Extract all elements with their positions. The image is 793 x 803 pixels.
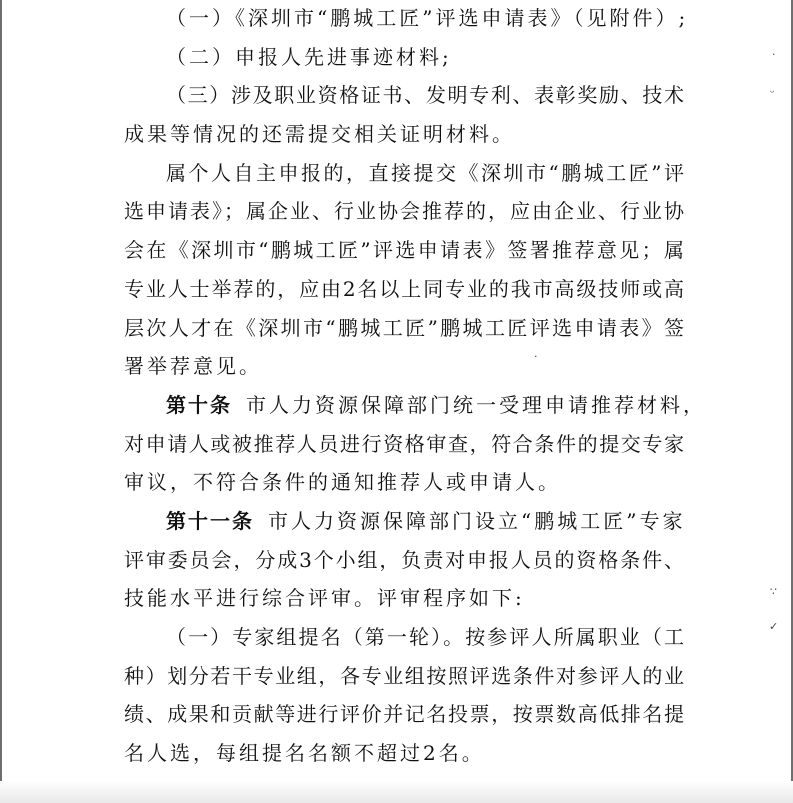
text-line: 署举荐意见。: [124, 354, 262, 379]
article-10-text: 市人力资源保障部门统一受理申请推荐材料，: [246, 392, 706, 417]
text-line: 会在《深圳市“鹏城工匠”评选申请表》签署推荐意见；属: [124, 238, 684, 263]
text-line: 成果等情况的还需提交相关证明材料。: [124, 122, 515, 147]
text-line: 专业人士举荐的，应由2名以上同专业的我市高级技师或高: [124, 276, 684, 301]
scan-speck: ᵕ: [770, 86, 775, 99]
article-11-first-line: [124, 502, 684, 541]
article-10-heading: 第十条: [166, 392, 232, 417]
text-line: 评审委员会，分成3个小组，负责对申报人员的资格条件、: [124, 547, 684, 572]
scan-speck: ∵: [770, 585, 777, 598]
text-line: 对申请人或被推荐人员进行资格审查，符合条件的提交专家: [124, 431, 684, 456]
text-line: 审议，不符合条件的通知推荐人或申请人。: [124, 470, 561, 495]
text-line: 技能水平进行综合评审。评审程序如下:: [124, 586, 525, 611]
article-11-heading: 第十一条: [166, 508, 254, 533]
page-bottom-shadow: [0, 781, 793, 803]
scan-speck: ✓: [769, 620, 779, 633]
text-line: 绩、成果和贡献等进行评价并记名投票，按票数高低排名提: [124, 702, 684, 727]
text-line: 选申请表》；属企业、行业协会推荐的，应由企业、行业协: [124, 199, 684, 224]
text-line: （三）涉及职业资格证书、发明专利、表彰奖励、技术: [166, 83, 684, 108]
text-line: （一）专家组提名（第一轮）。按参评人所属职业（工: [166, 625, 684, 649]
article-10-first-line: [124, 386, 706, 425]
text-line: 层次人才在《深圳市“鹏城工匠”鹏城工匠评选申请表》签: [124, 315, 684, 340]
text-line: （一）《深圳市“鹏城工匠”评选申请表》（见附件）;: [166, 6, 689, 30]
document-body: [124, 0, 706, 773]
text-line: （二）申报人先进事迹材料;: [166, 44, 452, 69]
article-11-text: 市人力资源保障部门设立“鹏城工匠”专家: [268, 508, 686, 533]
scan-speck: ·: [772, 48, 776, 61]
text-line: 名人选，每组提名名额不超过2名。: [124, 741, 485, 766]
text-line: 属个人自主申报的，直接提交《深圳市“鹏城工匠”评: [166, 160, 684, 185]
page-left-border: [0, 0, 2, 803]
text-line: 种）划分若干专业组，各专业组按照评选条件对参评人的业: [124, 663, 684, 688]
scan-speck: ·: [534, 350, 538, 363]
